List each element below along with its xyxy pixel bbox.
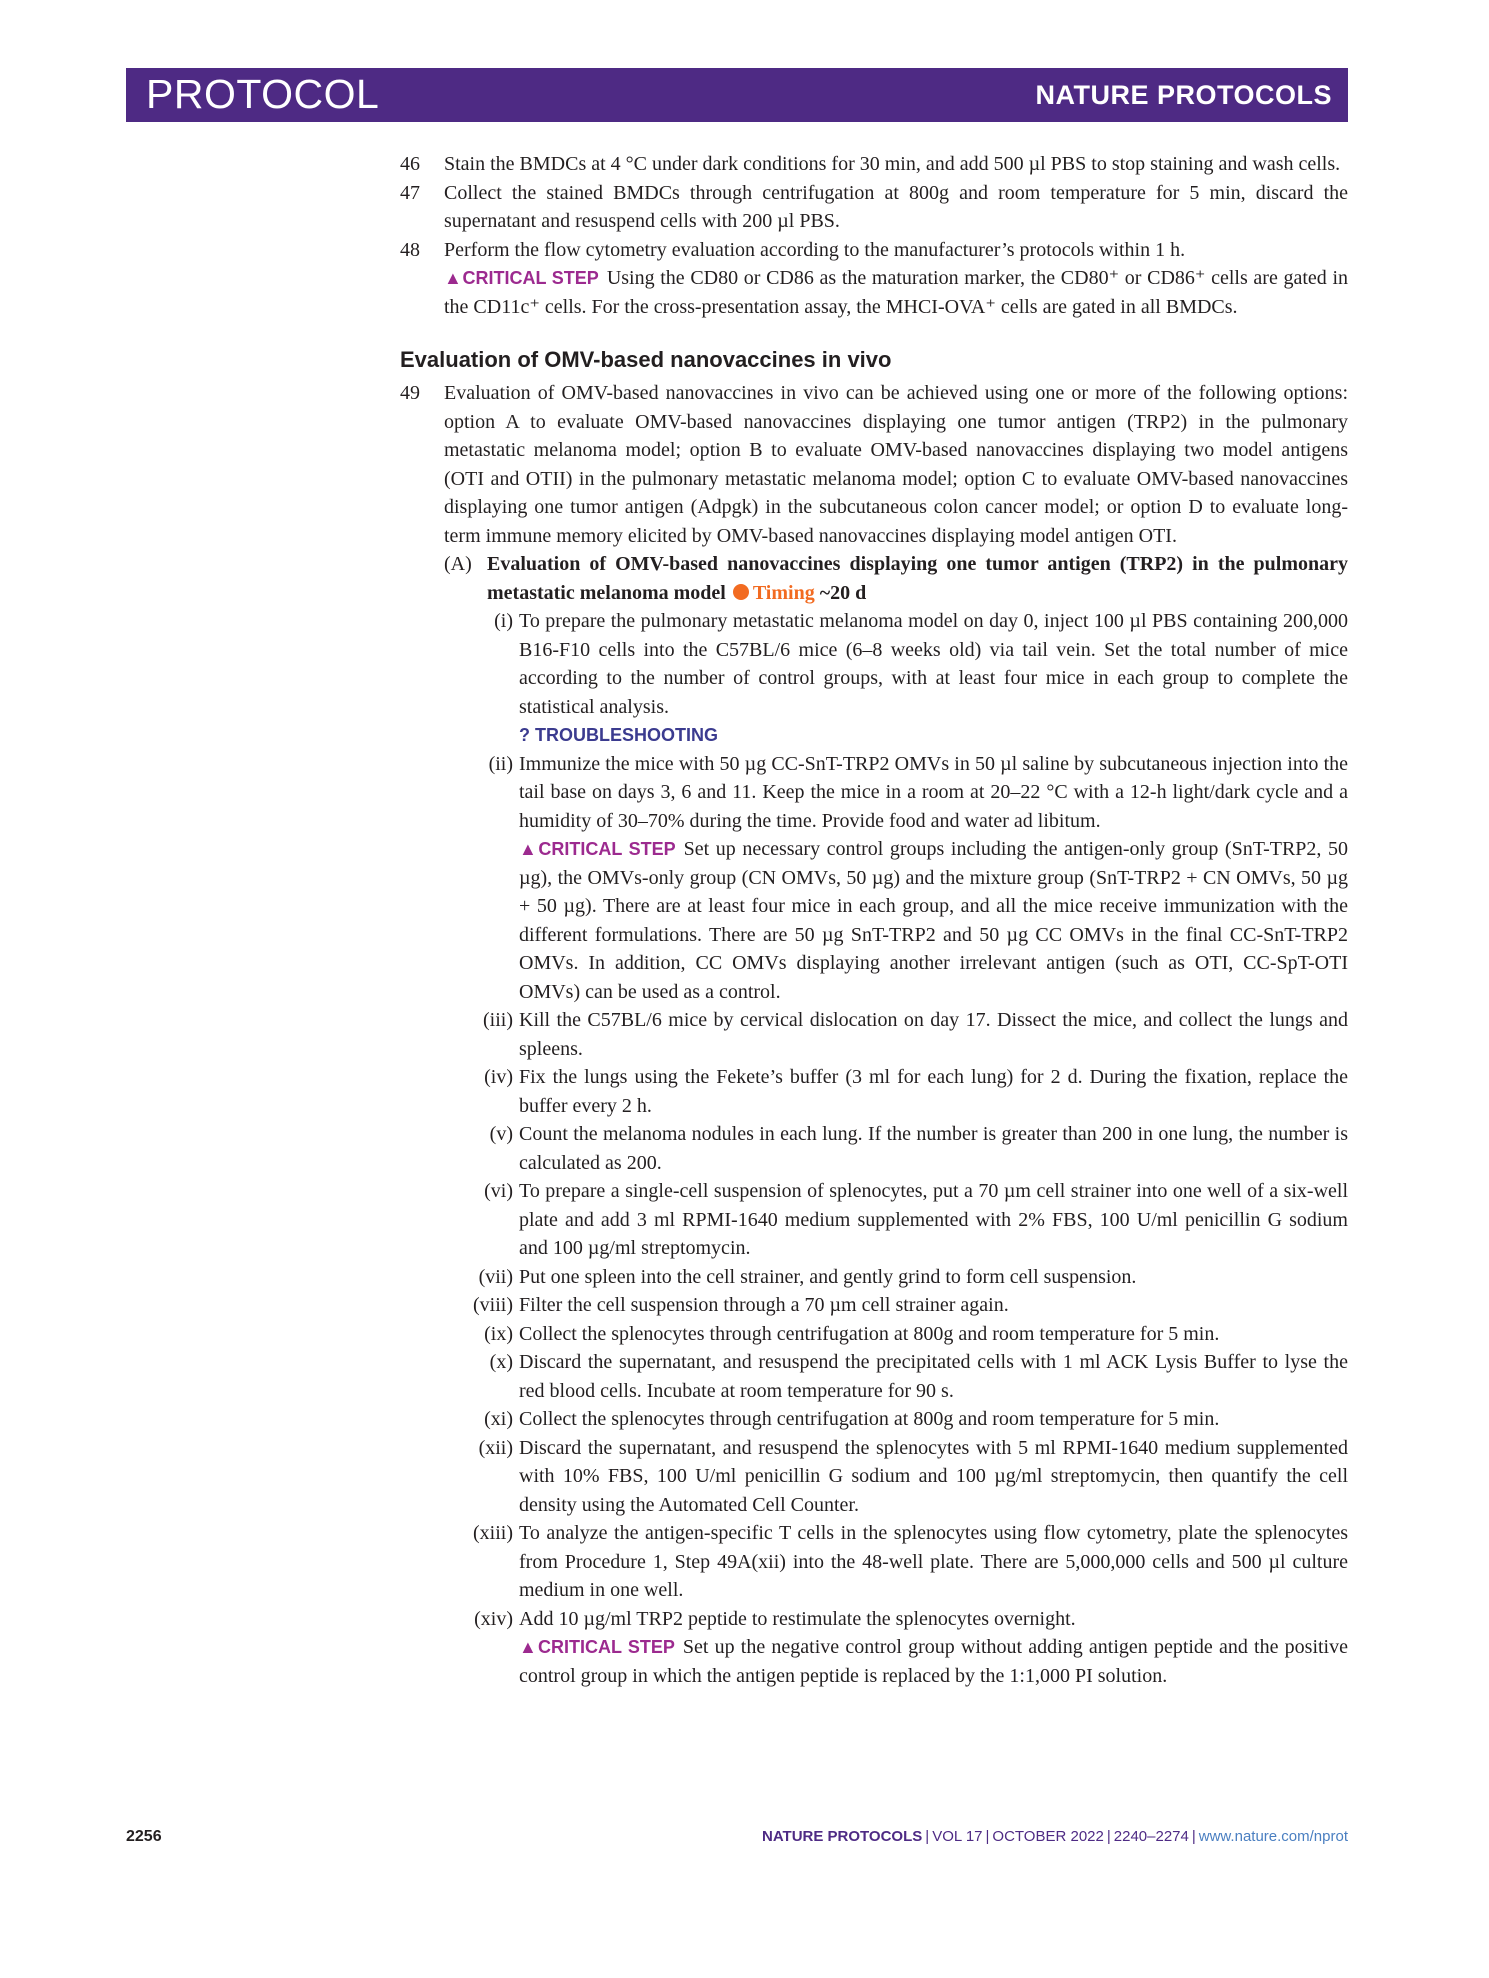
- substep-text: Discard the supernatant, and resuspend the splenocytes with 5 ml RPMI-1640 medium supplemented with 10% FBS, 100 U/ml penicillin G sodium and 100 µg/ml streptomycin, then quantify the cell density using the Automated Cell Counter.: [519, 1436, 1348, 1516]
- substep-i: [444, 607, 1348, 750]
- substep-text: Fix the lungs using the Fekete’s buffer (3 ml for each lung) for 2 d. During the fixation, replace the buffer every 2 h.: [519, 1066, 1348, 1117]
- step-46: [400, 150, 1348, 179]
- substep-xiii: [444, 1519, 1348, 1605]
- substep-ii: [444, 750, 1348, 1007]
- substep-number: (ii): [488, 752, 513, 775]
- substep-number: (ix): [484, 1322, 513, 1345]
- substep-text: To prepare a single-cell suspension of splenocytes, put a 70 µm cell strainer into one well of a six-well plate and add 3 ml RPMI-1640 medium supplemented with 2% FBS, 100 U/ml penicillin G sodium and 100 µg/ml streptomycin.: [519, 1180, 1348, 1259]
- substep-text: Discard the supernatant, and resuspend the precipitated cells with 1 ml ACK Lysis Buffer to lyse the red blood cells. Incubate at room temperature for 90 s.: [519, 1351, 1348, 1402]
- substep-ix: [444, 1320, 1348, 1349]
- timing-value: ~20 d: [819, 581, 867, 604]
- critical-step-label: ▲CRITICAL STEP: [519, 1637, 675, 1657]
- substep-text: Filter the cell suspension through a 70 µm cell strainer again.: [519, 1294, 1009, 1316]
- header-banner: [126, 68, 1348, 122]
- substep-vi: [444, 1177, 1348, 1263]
- substep-xi: [444, 1405, 1348, 1434]
- substep-text: To analyze the antigen-specific T cells in the splenocytes using flow cytometry, plate the splenocytes from Procedure 1, Step 49A(xii) into the 48-well plate. There are 5,000,000 cells and 500 µl culture medium in one well.: [519, 1522, 1348, 1601]
- critical-step-note: [519, 835, 1348, 1006]
- substep-text: Put one spleen into the cell strainer, and gently grind to form cell suspension.: [519, 1265, 1137, 1288]
- substep-number: (i): [494, 610, 513, 632]
- substep-text: Collect the splenocytes through centrifugation at 800g and room temperature for 5 min.: [519, 1408, 1220, 1430]
- step-text: Evaluation of OMV-based nanovaccines in vivo can be achieved using one or more of the following options: option A to evaluate OMV-based nanovaccines displaying one tumor antigen (TRP2) in the pulmonary metastatic melanoma model; option B to evaluate OMV-based nanovaccines displaying two model antigens (OTI and OTII) in the pulmonary metastatic melanoma model; option C to evaluate OMV-based nanovaccines displaying one tumor antigen (Adpgk) in the subcutaneous colon cancer model; or option D to evaluate long-term immune memory elicited by OMV-based nanovaccines displaying model antigen OTI.: [444, 382, 1348, 547]
- substep-text: Kill the C57BL/6 mice by cervical dislocation on day 17. Dissect the mice, and collect the lungs and spleens.: [519, 1009, 1348, 1060]
- substep-text: Count the melanoma nodules in each lung. If the number is greater than 200 in one lung, the number is calculated as 200.: [519, 1123, 1348, 1174]
- substep-number: (v): [489, 1123, 513, 1145]
- timing-dot-icon: [733, 584, 749, 600]
- substep-xii: [444, 1434, 1348, 1520]
- footer-date: OCTOBER 2022: [992, 1828, 1104, 1845]
- critical-step-label: ▲CRITICAL STEP: [444, 268, 599, 288]
- substep-iv: [444, 1063, 1348, 1120]
- step-number: 46: [400, 153, 420, 175]
- substep-number: (vii): [478, 1265, 513, 1288]
- footer-url-link[interactable]: www.nature.com/nprot: [1198, 1828, 1348, 1845]
- option-title: Evaluation of OMV-based nanovaccines displaying one tumor antigen (TRP2) in the pulmonary metastatic melanoma model: [487, 553, 1348, 604]
- critical-step-note: [519, 1633, 1348, 1690]
- substep-xiv: [444, 1605, 1348, 1691]
- substep-v: [444, 1120, 1348, 1177]
- substep-viii: [444, 1291, 1348, 1320]
- substep-x: [444, 1348, 1348, 1405]
- substep-text: Collect the splenocytes through centrifugation at 800g and room temperature for 5 min.: [519, 1322, 1220, 1345]
- step-text: Stain the BMDCs at 4 °C under dark conditions for 30 min, and add 500 µl PBS to stop staining and wash cells.: [444, 153, 1341, 175]
- substep-text: Add 10 µg/ml TRP2 peptide to restimulate the splenocytes overnight.: [519, 1607, 1076, 1630]
- critical-step-label: ▲CRITICAL STEP: [519, 839, 676, 859]
- substep-text: Immunize the mice with 50 µg CC-SnT-TRP2 OMVs in 50 µl saline by subcutaneous injection into the tail base on days 3, 6 and 11. Keep the mice in a room at 20–22 °C with a 12-h light/dark cycle and a humidity of 30–70% during the time. Provide food and water ad libitum.: [519, 752, 1348, 832]
- step-text: Perform the flow cytometry evaluation according to the manufacturer’s protocols within 1 h.: [444, 238, 1186, 261]
- substep-number: (xii): [478, 1436, 513, 1459]
- substep-number: (x): [489, 1351, 513, 1373]
- step-number: 48: [400, 238, 420, 261]
- substep-vii: [444, 1263, 1348, 1292]
- critical-step-note: [444, 264, 1348, 321]
- substep-iii: [444, 1006, 1348, 1063]
- option-number: (A): [444, 553, 472, 575]
- substep-number: (iii): [483, 1009, 513, 1031]
- step-49: [400, 379, 1348, 550]
- option-a: [444, 550, 1348, 607]
- substep-number: (vi): [484, 1180, 513, 1202]
- page-content: [400, 150, 1348, 1690]
- critical-step-text: Set up necessary control groups including the antigen-only group (SnT-TRP2, 50 µg), the OMVs-only group (CN OMVs, 50 µg) and the mixture group (SnT-TRP2 + CN OMVs, 50 µg + 50 µg). There are at least four mice in each group, and all the mice receive immunization with the different formulations. There are 50 µg SnT-TRP2 and 50 µg CC OMVs in the final CC-SnT-TRP2 OMVs. In addition, CC OMVs displaying another irrelevant antigen (such as OTI, CC-SpT-OTI OMVs) can be used as a control.: [519, 838, 1348, 1003]
- section-heading: Evaluation of OMV-based nanovaccines in vivo: [400, 347, 892, 372]
- critical-step-text: Using the CD80 or CD86 as the maturation marker, the CD80⁺ or CD86⁺ cells are gated in the CD11c⁺ cells. For the cross-presentation assay, the MHCI-OVA⁺ cells are gated in all BMDCs.: [444, 267, 1348, 318]
- footer-pages: 2240–2274: [1113, 1828, 1189, 1845]
- step-text: Collect the stained BMDCs through centrifugation at 800g and room temperature for 5 min, discard the supernatant and resuspend cells with 200 µl PBS.: [444, 181, 1348, 232]
- troubleshooting-link[interactable]: ? TROUBLESHOOTING: [519, 725, 718, 745]
- substep-number: (viii): [473, 1294, 513, 1316]
- footer-citation: NATURE PROTOCOLS | VOL 17 | OCTOBER 2022 | 2240–2274 | www.nature.com/nprot: [761, 1828, 1348, 1845]
- critical-step-text: Set up the negative control group without adding antigen peptide and the positive control group in which the antigen peptide is replaced by the 1:1,000 PI solution.: [519, 1636, 1348, 1687]
- substep-number: (iv): [484, 1066, 513, 1088]
- step-number: 47: [400, 181, 420, 204]
- page-number: 2256: [126, 1828, 162, 1845]
- step-48: [400, 236, 1348, 322]
- footer-journal: NATURE PROTOCOLS: [761, 1828, 923, 1845]
- substep-number: (xiii): [473, 1522, 513, 1544]
- section-type-label: PROTOCOL: [146, 71, 380, 117]
- substep-text: To prepare the pulmonary metastatic melanoma model on day 0, inject 100 µl PBS containing 200,000 B16-F10 cells into the C57BL/6 mice (6–8 weeks old) via tail vein. Set the total number of mice according to the number of control groups, with at least four mice in each group to complete the statistical analysis.: [519, 610, 1348, 718]
- substep-number: (xi): [484, 1408, 513, 1430]
- timing-label: Timing: [752, 581, 815, 604]
- substep-number: (xiv): [474, 1607, 513, 1630]
- footer-volume: VOL 17: [932, 1828, 983, 1845]
- step-number: 49: [400, 382, 420, 404]
- journal-name: NATURE PROTOCOLS: [1035, 80, 1332, 110]
- step-47: [400, 179, 1348, 236]
